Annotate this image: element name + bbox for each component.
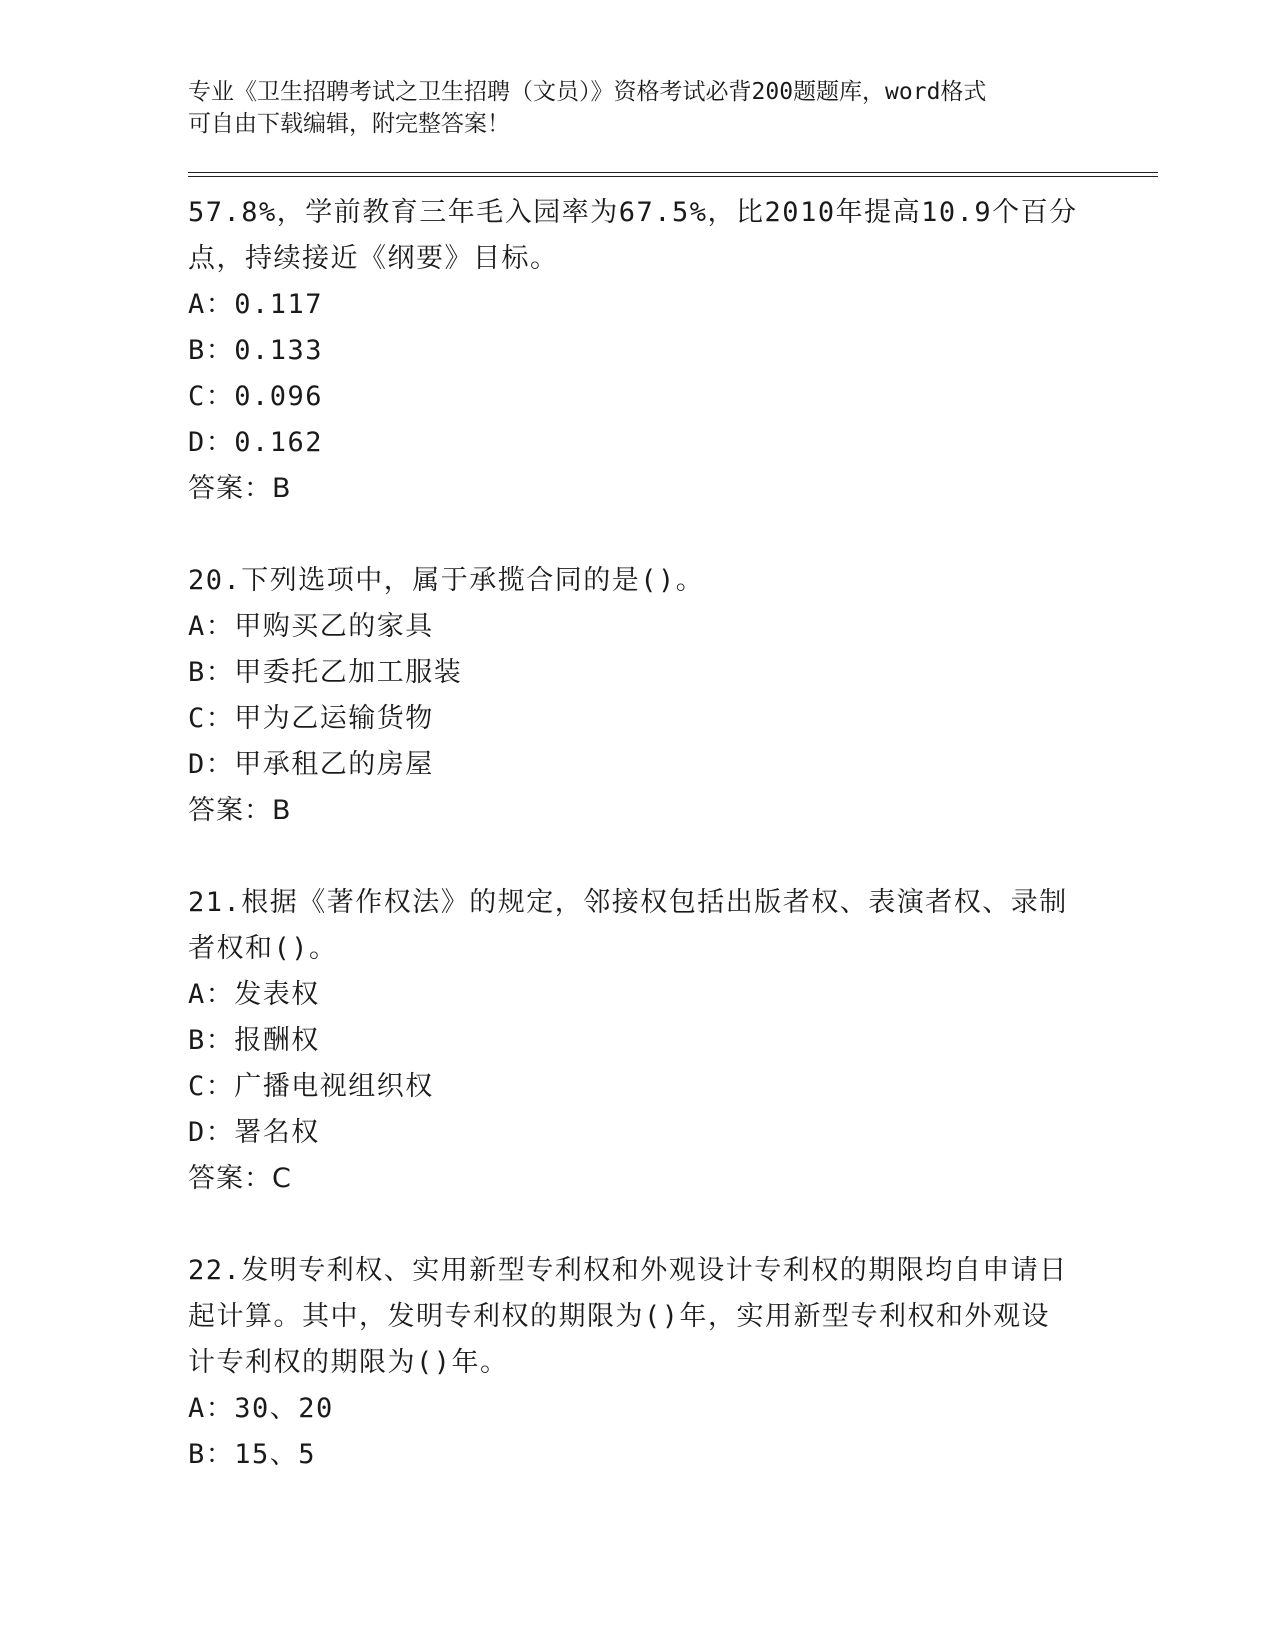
question-list: [188, 190, 1088, 1478]
answer-line: 答案：B: [188, 795, 292, 826]
question-block-19-continued: [188, 190, 1088, 512]
document-header: [188, 76, 1088, 140]
option-b: B：报酬权: [188, 1025, 320, 1056]
question-stem-line: 者权和()。: [188, 933, 338, 964]
option-d: D：0.162: [188, 427, 324, 458]
question-stem-line: 点，持续接近《纲要》目标。: [188, 243, 559, 274]
option-d: D：甲承租乙的房屋: [188, 749, 434, 780]
question-stem-line: 20.下列选项中，属于承揽合同的是()。: [188, 565, 705, 596]
header-rule-top: [188, 172, 1158, 173]
question-stem-line: 起计算。其中，发明专利权的期限为()年，实用新型专利权和外观设: [188, 1301, 1051, 1332]
spacer: [188, 512, 1088, 558]
option-b: B：0.133: [188, 335, 324, 366]
option-a: A：0.117: [188, 289, 324, 320]
spacer: [188, 1202, 1088, 1248]
answer-line: 答案：B: [188, 473, 292, 504]
question-stem-line: 22.发明专利权、实用新型专利权和外观设计专利权的期限均自申请日: [188, 1255, 1068, 1286]
answer-line: 答案：C: [188, 1163, 292, 1194]
option-a: A：甲购买乙的家具: [188, 611, 434, 642]
option-c: C：广播电视组织权: [188, 1071, 434, 1102]
question-stem-line: 计专利权的期限为()年。: [188, 1347, 509, 1378]
option-a: A：30、20: [188, 1393, 334, 1424]
header-title-line-1: 专业《卫生招聘考试之卫生招聘（文员）》资格考试必背200题题库，word格式: [188, 79, 987, 105]
question-block-21: [188, 880, 1088, 1202]
option-c: C：甲为乙运输货物: [188, 703, 434, 734]
option-a: A：发表权: [188, 979, 320, 1010]
question-stem-line: 21.根据《著作权法》的规定，邻接权包括出版者权、表演者权、录制: [188, 887, 1068, 918]
option-c: C：0.096: [188, 381, 324, 412]
option-b: B：甲委托乙加工服装: [188, 657, 463, 688]
question-block-20: [188, 558, 1088, 834]
option-d: D：署名权: [188, 1117, 320, 1148]
spacer: [188, 834, 1088, 880]
option-b: B：15、5: [188, 1439, 317, 1470]
question-block-22: [188, 1248, 1088, 1478]
question-stem-line: 57.8%，学前教育三年毛入园率为67.5%，比2010年提高10.9个百分: [188, 197, 1078, 228]
header-rule-bottom: [188, 176, 1158, 177]
header-title-line-2: 可自由下载编辑，附完整答案！: [188, 111, 510, 137]
